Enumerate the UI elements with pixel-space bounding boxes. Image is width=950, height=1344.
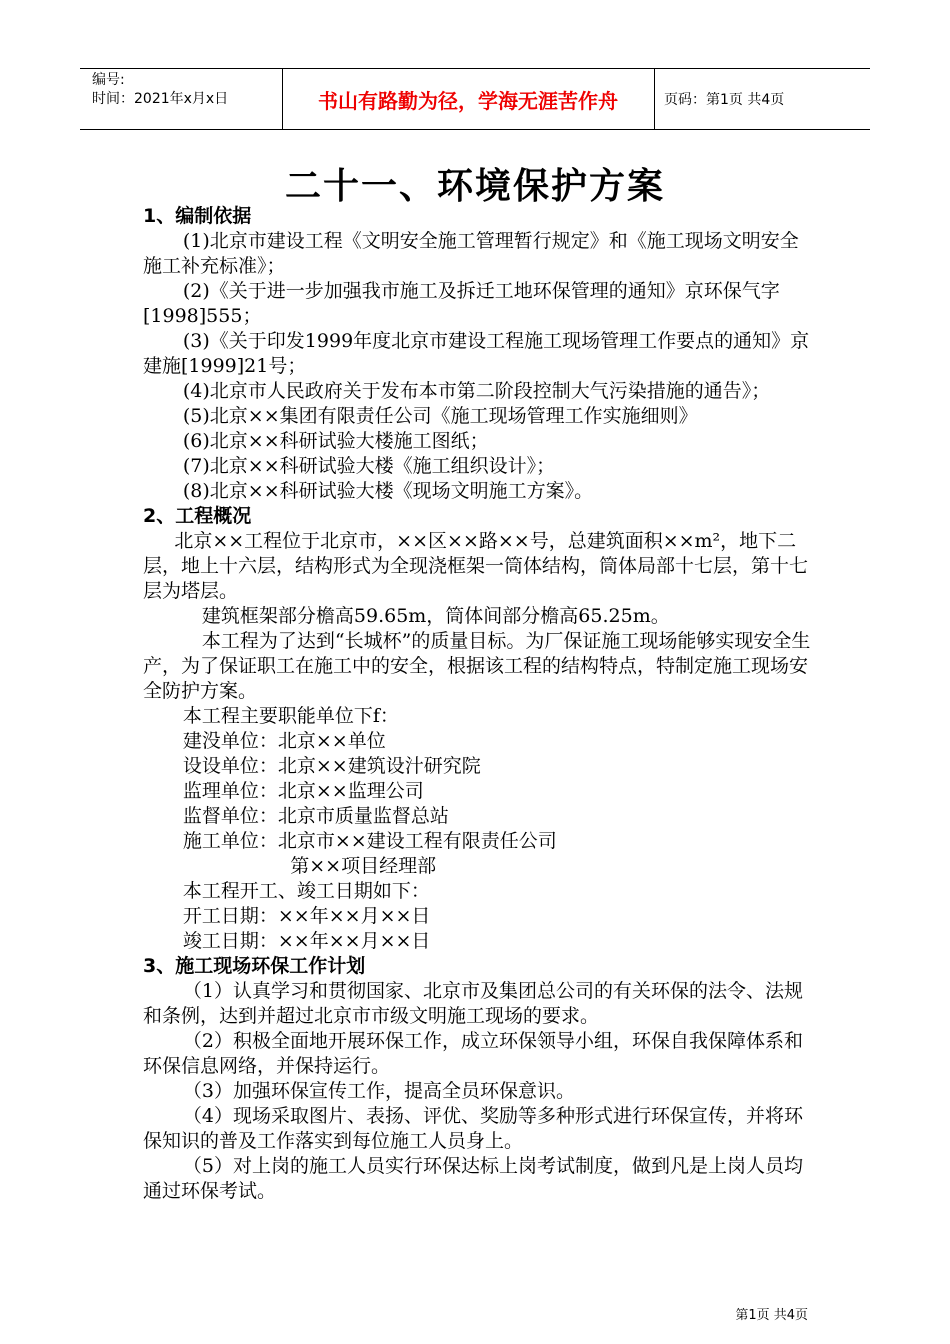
section-heading: 3、施工现场环保工作计划 <box>143 955 366 977</box>
unit-line: 设设单位：北京××建筑设汁研究院 <box>182 755 481 777</box>
section-heading: 2、工程概况 <box>143 505 252 527</box>
basis-item: (3)《关于印发1999年度北京市建设工程施工现场管理工作要点的通知》京建施[1999]21号； <box>143 330 810 377</box>
basis-item: (2)《关于进一步加强我市施工及拆迁工地环保管理的通知》京环保气字[1998]555； <box>143 280 780 327</box>
document-body <box>143 204 813 1204</box>
header-motto: 书山有路勤为径，学海无涯苦作舟 <box>318 88 618 113</box>
unit-line: 监理单位：北京××监理公司 <box>182 780 424 802</box>
dates-intro: 本工程开工、竣工日期如下： <box>182 880 430 902</box>
units-intro: 本工程主要职能单位下f： <box>182 705 399 727</box>
time-label: 时间：2021年x月x日 <box>92 91 229 107</box>
overview-paragraph: 建筑框架部分檐高59.65m，筒体间部分檐高65.25m。 <box>201 605 670 627</box>
section-heading: 1、编制依据 <box>143 205 252 227</box>
unit-line: 监督单位：北京市质量监督总站 <box>182 805 449 827</box>
basis-item: (1)北京市建设工程《文明安全施工管理暂行规定》和《施工现场文明安全施工补充标准》； <box>143 230 799 277</box>
basis-item: (6)北京××科研试验大楼施工图纸； <box>182 430 489 452</box>
plan-item: （5）对上岗的施工人员实行环保达标上岗考试制度，做到凡是上岗人员均通过环保考试。 <box>143 1155 803 1202</box>
basis-item: (7)北京××科研试验大楼《施工组织设计》； <box>182 455 556 477</box>
page-footer: 第1页 共4页 <box>735 1308 808 1323</box>
plan-item: （1）认真学习和贯彻国家、北京市及集团总公司的有关环保的法令、法规和条例，达到并超过北京市市级文明施工现场的要求。 <box>143 980 803 1027</box>
doc-number-label: 编号: <box>92 72 125 88</box>
header-page-label: 页码：第1页 共4页 <box>664 92 785 108</box>
basis-item: (5)北京××集团有限责任公司《施工现场管理工作实施细则》 <box>182 405 698 427</box>
header-meta <box>92 71 277 127</box>
plan-item: （4）现场采取图片、表扬、评优、奖励等多种形式进行环保宣传，并将环保知识的普及工作落实到每位施工人员身上。 <box>143 1105 803 1152</box>
page-header <box>80 68 870 130</box>
unit-line: 施工单位：北京市××建设工程有限责任公司 <box>182 830 557 852</box>
date-line: 开工日期：××年××月××日 <box>182 905 431 927</box>
basis-item: (4)北京市人民政府关于发布本市第二阶段控制大气污染措施的通告》； <box>182 380 771 402</box>
unit-line-continuation: 第××项目经理部 <box>290 855 437 877</box>
overview-paragraph: 本工程为了达到“长城杯”的质量目标。为厂保证施工现场能够实现安全生产，为了保证职工在施工中的安全，根据该工程的结构特点，特制定施工现场安全防护方案。 <box>143 630 811 702</box>
plan-item: （3）加强环保宣传工作，提高全员环保意识。 <box>182 1080 575 1102</box>
document-title: 二十一、环境保护方案 <box>284 166 665 207</box>
header-divider <box>654 69 655 129</box>
overview-paragraph: 北京××工程位于北京市，××区××路××号，总建筑面积××m²，地下二层，地上十六层，结构形式为全现浇框架一筒体结构，筒体局部十七层，第十七层为塔层。 <box>143 530 809 602</box>
basis-item: (8)北京××科研试验大楼《现场文明施工方案》。 <box>182 480 594 502</box>
unit-line: 建没单位：北京××单位 <box>182 730 386 752</box>
plan-item: （2）积极全面地开展环保工作，成立环保领导小组，环保自我保障体系和环保信息网络，并保持运行。 <box>143 1030 803 1077</box>
date-line: 竣工日期：××年××月××日 <box>182 930 431 952</box>
